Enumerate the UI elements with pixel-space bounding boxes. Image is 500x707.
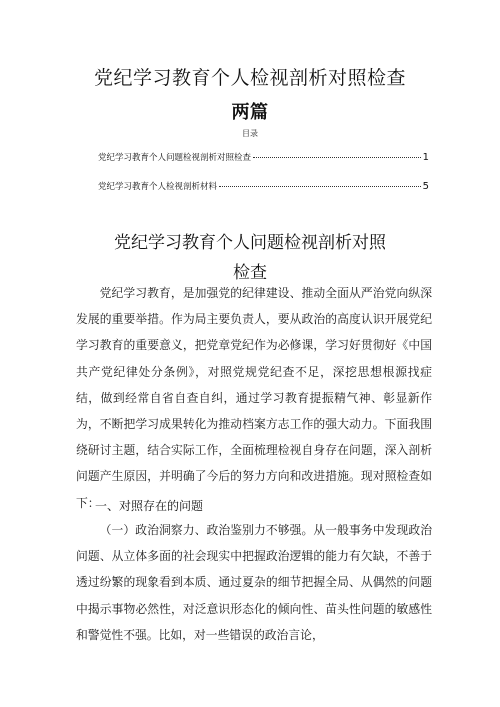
section-title-continued: 检查 [233, 263, 267, 283]
toc-leader-dots [219, 186, 421, 187]
toc-entry-title: 党纪学习教育个人检视剖析材料 [98, 182, 218, 192]
toc-leader-dots [253, 157, 421, 158]
document-title-continued: 两篇 [231, 102, 269, 123]
intro-paragraph: 党纪学习教育，是加强党的纪律建设、推动全面从严治党向纵深发展的重要举措。作为局主要负责人，要从政治的高度认识开展党纪学习教育的重要意义，把党章党纪作为必修课，学习好贯彻好《中国共产党纪律处分条例》，对照党规党纪查不足，深挖思想根源找症结，做到经常自省自查自纠，通过学习教育提振精气神、彰显新作为，不断把学习成果转化为推动档案方志工作的强大动力。下面我围绕研讨主题，结合实际工作，全面梳理检视自身存在问题，深入剖析问题产生原因，并明确了今后的努力方向和改进措施。现对照检查如下： [76, 286, 432, 510]
document-title: 党纪学习教育个人检视剖析对照检查 [93, 67, 406, 89]
toc-heading: 目录 [242, 129, 258, 138]
toc-entry-title: 党纪学习教育个人问题检视剖析对照检查 [98, 153, 252, 163]
toc-entry-page: 5 [422, 181, 429, 192]
toc-entry[interactable] [98, 180, 429, 192]
body-paragraph: （一）政治洞察力、政治鉴别力不够强。从一般事务中发现政治问题、从立体多面的社会现实中把握政治逻辑的能力有欠缺，不善于透过纷繁的现象看到本质、通过夏杂的细节把握全局、从偶然的问题中揭示事物必然性，对泛意识形态化的倾向性、苗头性问题的敏感性和警觉性不强。比如，对一些错误的政治言论， [76, 523, 432, 642]
section-title: 党纪学习教育个人问题检视剖析对照 [114, 233, 386, 253]
toc-entry-page: 1 [422, 152, 429, 163]
toc-entry[interactable] [98, 151, 429, 163]
section-heading: 一、对照存在的问题 [95, 499, 204, 513]
